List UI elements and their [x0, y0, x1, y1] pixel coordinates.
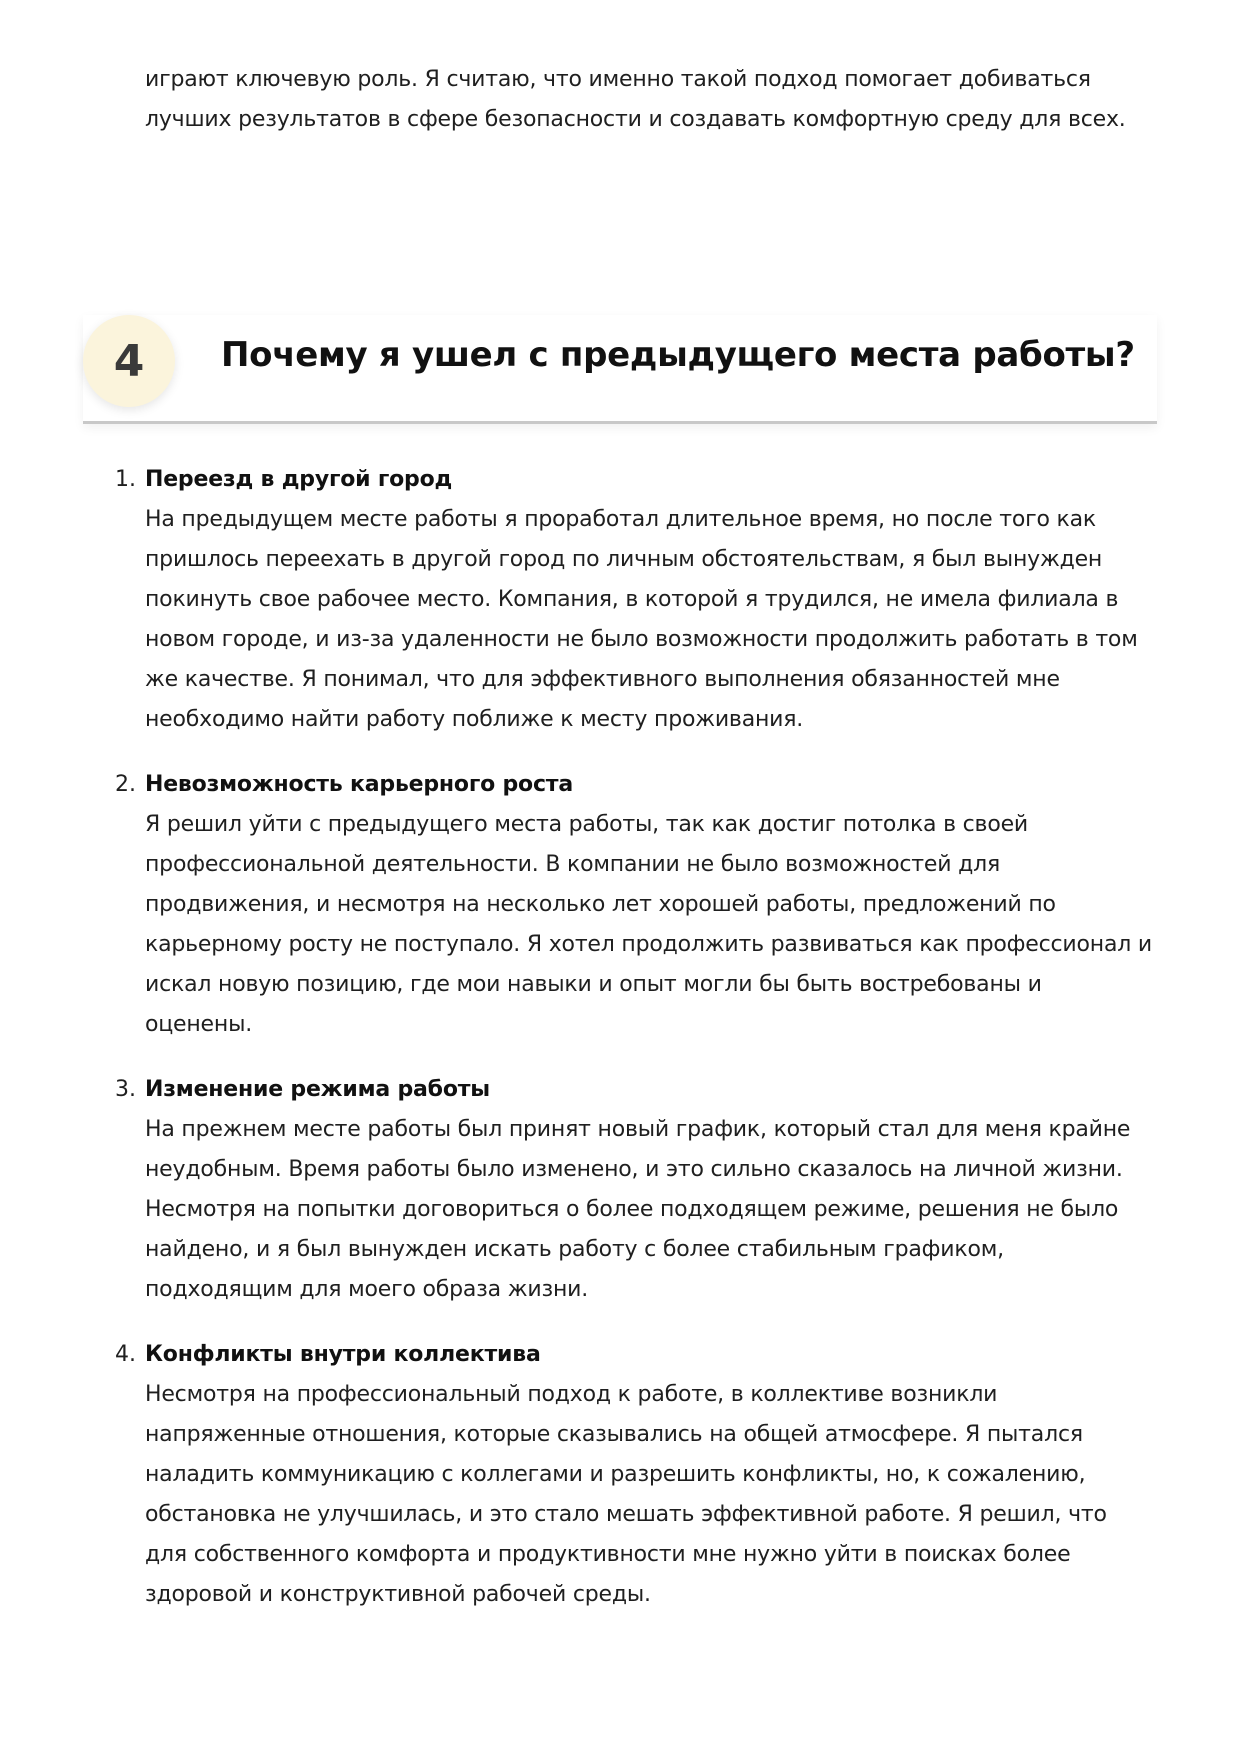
intro-paragraph: играют ключевую роль. Я считаю, что именно такой подход помогает добиваться лучших результатов в сфере безопасности и создавать комфортную среду для всех. — [145, 67, 1126, 132]
section-title: Почему я ушел с предыдущего места работы? — [221, 335, 1135, 375]
reason-body: Несмотря на профессиональный подход к работе, в коллективе возникли напряженные отношения, которые сказывались на общей атмосфере. Я пытался наладить коммуникацию с коллегами и разрешить конфликты, но, к сожалению, обстановка не улучшилась, и это стало мешать эффективной работе. Я решил, что для собственного комфорта и продуктивности мне нужно уйти в поисках более здоровой и конструктивной рабочей среды. — [145, 1382, 1107, 1607]
reason-title: Переезд в другой город — [145, 467, 453, 492]
reason-item — [115, 460, 1155, 740]
reason-title: Изменение режима работы — [145, 1077, 490, 1102]
reasons-list — [115, 460, 1155, 1640]
reason-number: 3. — [115, 1077, 136, 1102]
section-header — [83, 315, 1157, 424]
reason-body: На предыдущем месте работы я проработал длительное время, но после того как пришлось переехать в другой город по личным обстоятельствам, я был вынужден покинуть свое рабочее место. Компания, в которой я трудился, не имела филиала в новом городе, и из-за удаленности не было возможности продолжить работать в том же качестве. Я понимал, что для эффективного выполнения обязанностей мне необходимо найти работу поближе к месту проживания. — [145, 507, 1138, 732]
reason-title: Конфликты внутри коллектива — [145, 1342, 541, 1367]
reason-number: 2. — [115, 772, 136, 797]
reason-number: 1. — [115, 467, 136, 492]
reason-item — [115, 765, 1155, 1045]
reason-title: Невозможность карьерного роста — [145, 772, 574, 797]
reason-body: На прежнем месте работы был принят новый график, который стал для меня крайне неудобным. Время работы было изменено, и это сильно сказалось на личной жизни. Несмотря на попытки договориться о более подходящем режиме, решения не было найдено, и я был вынужден искать работу с более стабильным графиком, подходящим для моего образа жизни. — [145, 1117, 1131, 1302]
reason-item — [115, 1335, 1155, 1615]
section-number-badge: 4 — [83, 315, 175, 407]
reason-number: 4. — [115, 1342, 136, 1367]
reason-body: Я решил уйти с предыдущего места работы, так как достиг потолка в своей профессиональной деятельности. В компании не было возможностей для продвижения, и несмотря на несколько лет хорошей работы, предложений по карьерному росту не поступало. Я хотел продолжить развиваться как профессионал и искал новую позицию, где мои навыки и опыт могли бы быть востребованы и оценены. — [145, 812, 1152, 1037]
reason-item — [115, 1070, 1155, 1310]
